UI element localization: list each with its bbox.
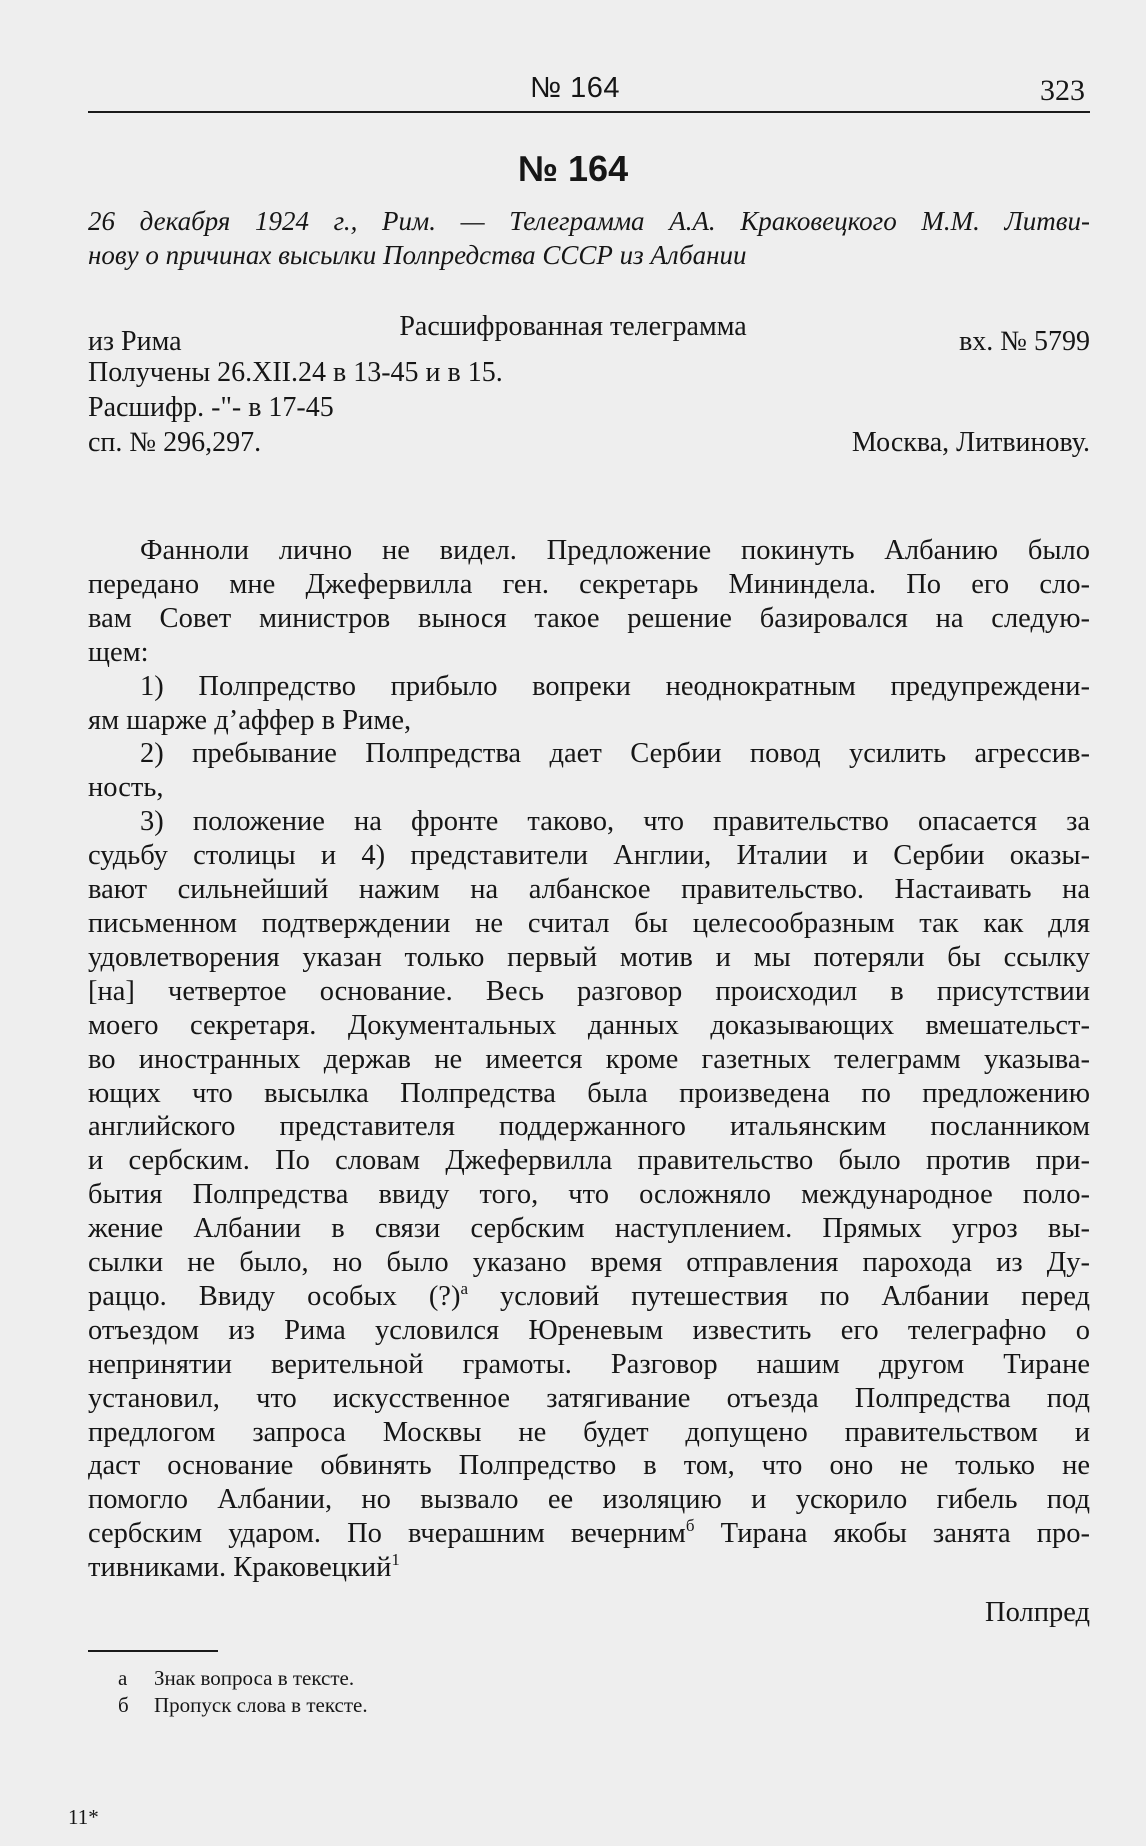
body-line: передано мне Джефервилла ген. секретарь Мининдела. По его сло- (88, 568, 1090, 600)
footnote-rule (88, 1650, 218, 1652)
meta-received: Получены 26.XII.24 в 13-45 и в 15. (88, 357, 503, 388)
footnote-a (118, 1665, 354, 1691)
body-segment: сербским ударом. По вчерашним вечерним (88, 1518, 686, 1550)
meta-decrypted: Расшифр. -"- в 17-45 (88, 392, 334, 423)
signature: Полпред (985, 1597, 1090, 1628)
footnote-mark: б (118, 1693, 129, 1717)
body-line: установил, что искусственное затягивание отъезда Полпредства под (88, 1382, 1090, 1414)
endnote-ref-1: 1 (391, 1550, 400, 1570)
body-line: 2) пребывание Полпредства дает Сербии повод усилить агрессив- (140, 738, 1090, 770)
body-line: письменном подтверждении не считал бы целесообразным так как для (88, 907, 1090, 939)
page-number: 323 (1040, 74, 1085, 107)
body-line: предлогом запроса Москвы не будет допущено правительством и (88, 1416, 1090, 1448)
body-line (88, 1551, 1090, 1585)
meta-incoming-number: вх. № 5799 (959, 326, 1090, 357)
body-line: бытия Полпредства ввиду того, что осложняло международное поло- (88, 1179, 1090, 1211)
meta-sp-number: сп. № 296,297. (88, 427, 262, 458)
body-segment: раццо. Ввиду особых (?) (88, 1280, 461, 1312)
body-line: вают сильнейший нажим на албанское правительство. Настаивать на (88, 874, 1090, 906)
body-line: судьбу столицы и 4) представители Англии, Италии и Сербии оказы- (88, 840, 1090, 872)
header-rule (88, 111, 1090, 113)
body-line: непринятии верительной грамоты. Разговор нашим другом Тиране (88, 1348, 1090, 1380)
body-segment: условий путешествия по Албании перед (499, 1280, 1090, 1312)
body-line (88, 1280, 1090, 1314)
body-line: ющих что высылка Полпредства была произведена по предложению (88, 1077, 1090, 1109)
body-line: щем: (88, 636, 149, 668)
running-title: № 164 (530, 72, 621, 104)
body-line: 3) положение на фронте таково, что правительство опасается за (140, 806, 1090, 838)
body-line: сылки не было, но было указано время отправления парохода из Ду- (88, 1247, 1090, 1279)
body-line: моего секретаря. Документальных данных доказывающих вмешательст- (88, 1009, 1090, 1041)
footnote-ref-b: б (685, 1516, 695, 1536)
body-line: [на] четвертое основание. Весь разговор происходил в присутствии (88, 975, 1090, 1007)
body-line: жение Албании в связи сербским наступлением. Прямых угроз вы- (88, 1213, 1090, 1245)
body-line: вам Совет министров вынося такое решение базировался на следую- (88, 602, 1090, 634)
document-number: № 164 (517, 148, 629, 189)
meta-addressee: Москва, Литвинову. (851, 427, 1090, 458)
meta-row-sp (88, 426, 1090, 460)
body-line: Фанноли лично не видел. Предложение покинуть Албанию было (140, 535, 1090, 566)
body-line: удовлетворения указан только первый мотив и мы потеряли бы ссылку (88, 941, 1090, 973)
heading-line: нову о причинах высылки Полпредства СССР из Албании (88, 240, 747, 270)
meta-from: из Рима (88, 326, 182, 357)
body-line (88, 1517, 1090, 1551)
telegram-body (88, 534, 1090, 1585)
body-line: и сербским. По словам Джефервилла правительство было против при- (88, 1145, 1090, 1177)
printer-signature-mark: 11* (68, 1805, 99, 1829)
meta-row-from (88, 325, 1090, 359)
body-segment: Тирана якобы занята про- (720, 1518, 1090, 1550)
footnote-ref-a: а (460, 1278, 468, 1298)
body-segment: тивниками. Краковецкий (88, 1552, 392, 1584)
body-line: 1) Полпредство прибыло вопреки неоднократным предупреждени- (140, 670, 1090, 702)
body-line: во иностранных держав не имеется кроме газетных телеграмм указыва- (88, 1043, 1090, 1075)
body-line: ям шарже д’аффер в Риме, (88, 704, 412, 736)
footnote-b (118, 1692, 368, 1718)
body-line: даст основание обвинять Полпредство в том, что оно не только не (88, 1450, 1090, 1482)
document-kind: Расшифрованная телеграмма (399, 311, 747, 342)
document-heading (88, 204, 1090, 272)
footnote-text: Знак вопроса в тексте. (154, 1666, 355, 1690)
body-line: помогло Албании, но вызвало ее изоляцию и ускорило гибель под (88, 1484, 1090, 1516)
body-line: ность, (88, 772, 164, 804)
body-line: английского представителя поддержанного итальянским посланником (88, 1111, 1090, 1143)
footnote-text: Пропуск слова в тексте. (154, 1693, 368, 1717)
body-line: отъездом из Рима условился Юреневым известить его телеграфно о (88, 1314, 1090, 1346)
footnote-mark: а (118, 1666, 128, 1690)
heading-line: 26 декабря 1924 г., Рим. — Телеграмма А.А. Краковецкого М.М. Литви- (88, 206, 1090, 236)
